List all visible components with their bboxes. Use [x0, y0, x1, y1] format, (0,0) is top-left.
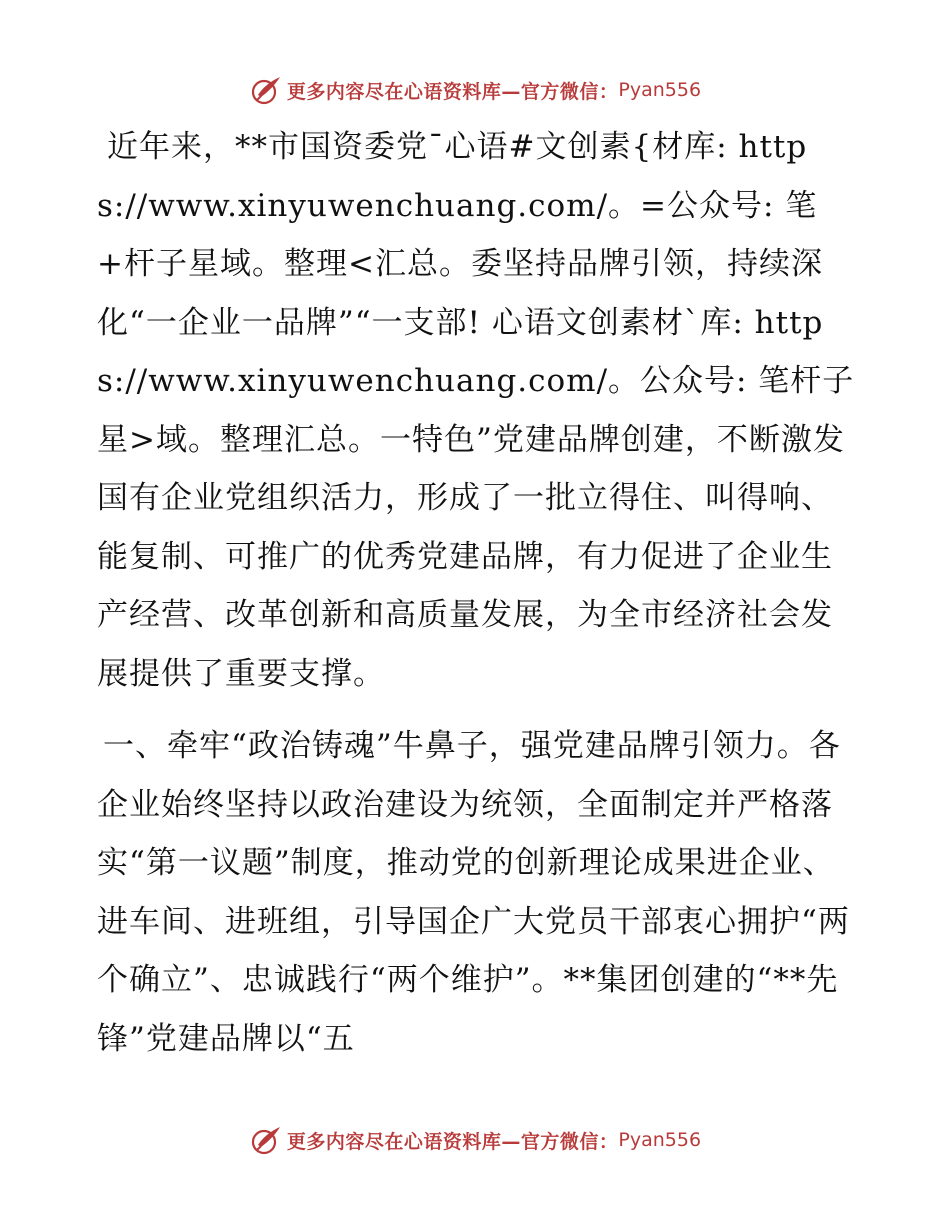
document-body [97, 118, 857, 1068]
paragraph-section-one: 一、牵牢“政治铸魂”牛鼻子，强党建品牌引领力。各企业始终坚持以政治建设为统领，全面制定并严格落实“第一议题”制度，推动党的创新理论成果进企业、进车间、进班组，引导国企广大党员干部衷心拥护“两个确立”、忠诚践行“两个维护”。**集团创建的“**先锋”党建品牌以“五 [97, 728, 850, 1057]
watermark-brand-text: 更多内容尽在心语资料库—官方微信： [286, 1130, 619, 1153]
watermark-contact-text: Pyan556 [618, 1129, 702, 1151]
watermark-brand-text: 更多内容尽在心语资料库—官方微信： [286, 80, 619, 103]
paragraph-intro: 近年来，**市国资委党¯心语#文创素{材库: https://www.xinyuwenchuang.com/。=公众号: 笔+杆子星域。整理<汇总。委坚持品牌引领，持续深化“一企业一品牌”“一支部! 心语文创素材`库: https://www.xinyuwenchuang.com/。公众号: 笔杆子星>域。整理汇总。一特色”党建品牌创建，不断激发国有企业党组织活力，形成了一批立得住、叫得响、能复制、可推广的优秀党建品牌，有力促进了企业生产经营、改革创新和高质量发展，为全市经济社会发展提供了重要支撑。 [97, 129, 855, 692]
header-watermark [0, 70, 950, 110]
watermark-contact-text: Pyan556 [618, 79, 702, 101]
feather-pen-logo-icon [249, 1123, 283, 1157]
feather-pen-logo-icon [249, 73, 283, 107]
footer-watermark [0, 1120, 950, 1160]
